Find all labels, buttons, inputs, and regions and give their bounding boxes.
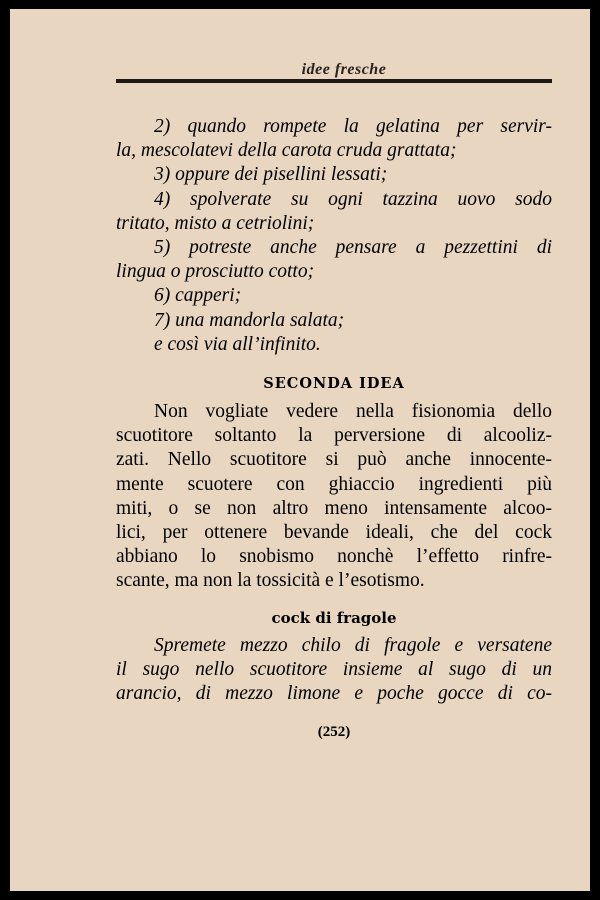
list-item-continuation: la, mescolatevi della carota cruda grattata;: [116, 140, 457, 162]
list-item-continuation: tritato, misto a cetriolini;: [116, 212, 315, 234]
recipe-line: Spremete mezzo chilo di fragole e versatene: [154, 635, 552, 656]
section-paragraph: [116, 400, 552, 594]
paragraph-line: scante, ma non la tossicità e l’esotismo.: [116, 570, 425, 592]
running-header-title: idee fresche: [301, 61, 387, 78]
paragraph-line: mente scuotere con ghiaccio ingredienti più: [116, 473, 552, 495]
page-number: (252): [317, 724, 351, 740]
list-item: 6) capperi;: [154, 285, 242, 307]
section-heading: SECONDA IDEA: [263, 375, 405, 392]
list-item: e così via all’infinito.: [154, 333, 321, 355]
recipe-line: arancio, di mezzo limone e poche gocce di co-: [116, 683, 552, 705]
numbered-list: [116, 115, 552, 357]
paragraph-line: abbiano lo snobismo nonchè l’effetto rinfre-: [116, 546, 552, 568]
list-item: 4) spolverate su ogni tazzina uovo sodo: [154, 188, 552, 210]
recipe-heading: cock di fragole: [271, 609, 397, 627]
list-item-continuation: lingua o prosciutto cotto;: [116, 261, 315, 283]
paragraph-line: scuotitore soltanto la perversione di alcooliz-: [116, 425, 552, 447]
list-item: 2) quando rompete la gelatina per servir-: [154, 116, 552, 137]
running-header: [128, 59, 560, 79]
paragraph-line: miti, o se non altro meno intensamente alcoo-: [116, 497, 552, 519]
recipe-line: il sugo nello scuotitore insieme al sugo di un: [116, 659, 552, 681]
list-item: 3) oppure dei pisellini lessati;: [154, 164, 388, 186]
header-rule: [116, 79, 552, 83]
paragraph-line: Non vogliate vedere nella fisionomia dello: [154, 401, 552, 422]
paragraph-line: zati. Nello scuotitore si può anche innocente-: [116, 449, 552, 471]
list-item: 5) potreste anche pensare a pezzettini di: [154, 237, 552, 259]
list-item: 7) una mandorla salata;: [154, 309, 345, 331]
paragraph-line: lici, per ottenere bevande ideali, che del cock: [116, 522, 552, 544]
recipe-paragraph: [116, 634, 552, 707]
